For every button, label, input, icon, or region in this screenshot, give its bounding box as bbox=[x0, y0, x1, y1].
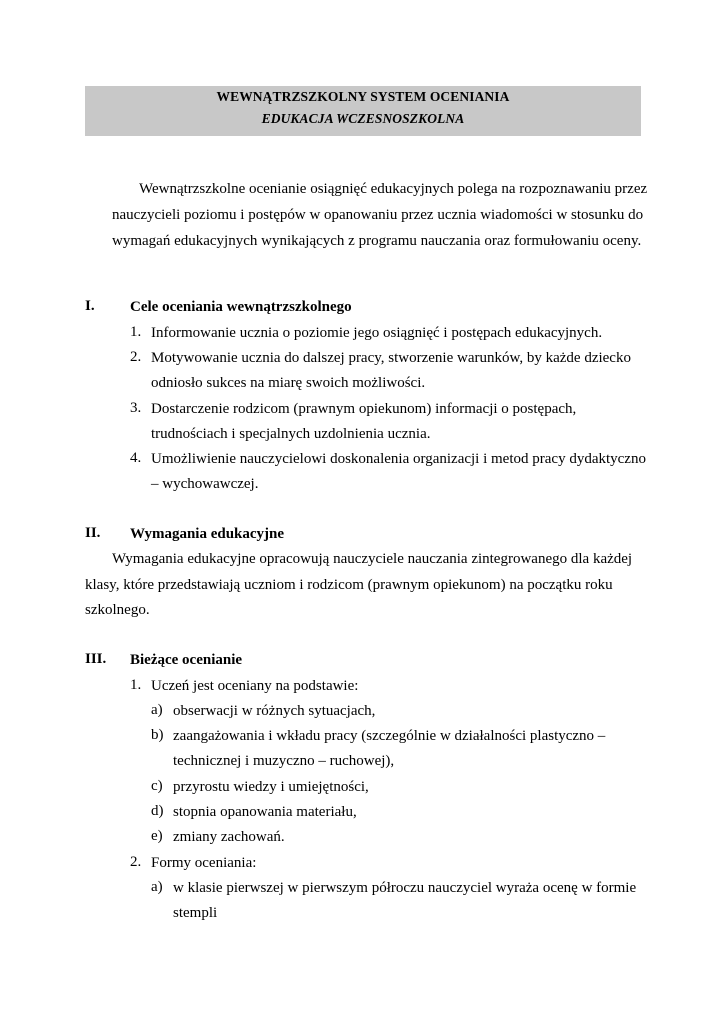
document-subtitle: EDUKACJA WCZESNOSZKOLNA bbox=[261, 111, 465, 126]
section-3-item-1-sub-c-letter: c) bbox=[151, 778, 163, 794]
intro-line-1: Wewnątrzszkolne ocenianie osiągnięć edukacyjnych polega na rozpoznawaniu przez bbox=[139, 181, 648, 197]
section-3-numeral: III. bbox=[85, 651, 107, 667]
section-3-item-2-sub-a-line-2: stempli bbox=[173, 905, 218, 921]
section-3-item-2-sub-a-letter: a) bbox=[151, 879, 163, 895]
section-1-numeral: I. bbox=[85, 298, 95, 314]
section-3-item-1-sub-d-line-1: stopnia opanowania materiału, bbox=[173, 804, 357, 820]
section-3-heading: Bieżące ocenianie bbox=[130, 652, 243, 668]
section-3-item-1-sub-c-line-1: przyrostu wiedzy i umiejętności, bbox=[173, 779, 369, 795]
section-3-item-1-sub-d-letter: d) bbox=[151, 803, 164, 819]
section-3-item-1-sub-b-line-2: technicznej i muzyczno – ruchowej), bbox=[173, 753, 395, 769]
section-1-item-3-line-2: trudnościach i specjalnych uzdolnienia ucznia. bbox=[151, 426, 431, 442]
document-header bbox=[85, 86, 641, 136]
section-1-item-2-number: 2. bbox=[130, 349, 142, 365]
section-2-heading: Wymagania edukacyjne bbox=[130, 526, 285, 542]
section-3-item-1-sub-b-letter: b) bbox=[151, 727, 164, 743]
section-3-item-2-text: Formy oceniania: bbox=[151, 855, 257, 871]
section-1-item-4-line-1: Umożliwienie nauczycielowi doskonalenia organizacji i metod pracy dydaktyczno bbox=[151, 451, 646, 467]
section-1-item-2-line-1: Motywowanie ucznia do dalszej pracy, stworzenie warunków, by każde dziecko bbox=[151, 350, 631, 366]
section-1-heading: Cele oceniania wewnątrzszkolnego bbox=[130, 299, 352, 315]
intro-line-3: wymagań edukacyjnych wynikających z programu nauczania oraz formułowaniu oceny. bbox=[112, 233, 642, 249]
section-1-item-4-number: 4. bbox=[130, 450, 142, 466]
document-title: WEWNĄTRZSZKOLNY SYSTEM OCENIANIA bbox=[216, 89, 510, 104]
section-1-item-4-line-2: – wychowawczej. bbox=[151, 476, 259, 492]
intro-line-2: nauczycieli poziomu i postępów w opanowaniu przez ucznia wiadomości w stosunku do bbox=[112, 207, 644, 223]
section-1-item-3-number: 3. bbox=[130, 400, 142, 416]
section-3-item-2-number: 2. bbox=[130, 854, 142, 870]
section-3-item-1-sub-e-letter: e) bbox=[151, 828, 163, 844]
section-3-item-1-sub-a-line-1: obserwacji w różnych sytuacjach, bbox=[173, 703, 376, 719]
section-3-item-1-sub-b-line-1: zaangażowania i wkładu pracy (szczególnie w działalności plastyczno – bbox=[173, 728, 606, 744]
section-3-item-1-sub-a-letter: a) bbox=[151, 702, 163, 718]
section-2-line-1: Wymagania edukacyjne opracowują nauczyciele nauczania zintegrowanego dla każdej bbox=[112, 551, 633, 567]
section-1-item-1-line-1: Informowanie ucznia o poziomie jego osiągnięć i postępach edukacyjnych. bbox=[151, 325, 603, 341]
section-1-item-3-line-1: Dostarczenie rodzicom (prawnym opiekunom) informacji o postępach, bbox=[151, 401, 577, 417]
section-2-line-3: szkolnego. bbox=[85, 602, 150, 618]
section-2-numeral: II. bbox=[85, 525, 101, 541]
section-3-item-1-sub-e-line-1: zmiany zachowań. bbox=[173, 829, 285, 845]
section-2-line-2: klasy, które przedstawiają uczniom i rodzicom (prawnym opiekunom) na początku roku bbox=[85, 577, 613, 593]
section-1-item-2-line-2: odniosło sukces na miarę swoich możliwości. bbox=[151, 375, 426, 391]
section-3-item-1-text: Uczeń jest oceniany na podstawie: bbox=[151, 678, 359, 694]
section-3-item-2-sub-a-line-1: w klasie pierwszej w pierwszym półroczu nauczyciel wyraża ocenę w formie bbox=[173, 880, 637, 896]
section-3-item-1-number: 1. bbox=[130, 677, 142, 693]
section-1-item-1-number: 1. bbox=[130, 324, 142, 340]
